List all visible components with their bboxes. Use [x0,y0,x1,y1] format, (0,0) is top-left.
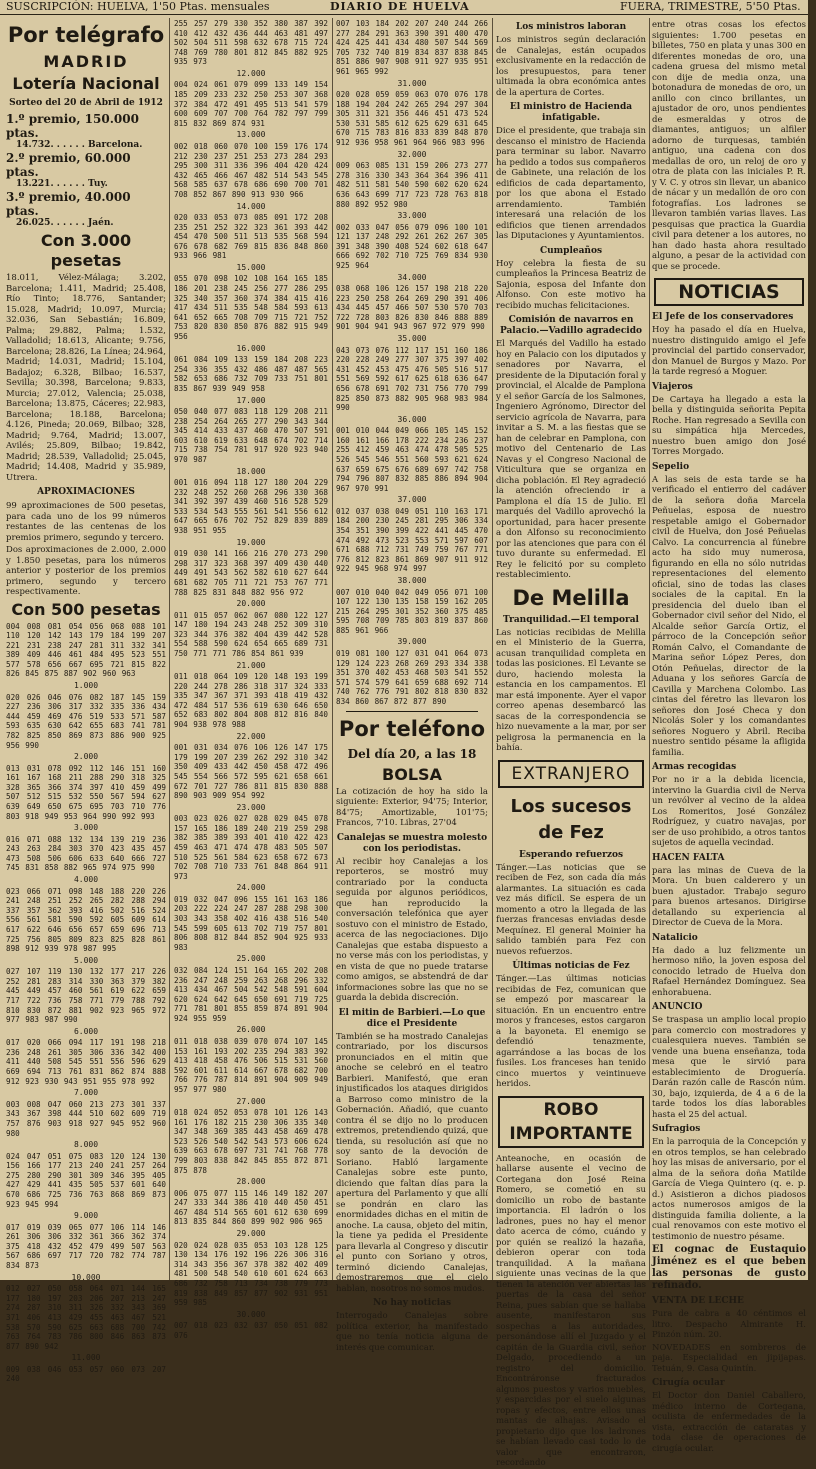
series-label: 26.000 [236,1025,266,1035]
lottery-heading: Lotería Nacional [12,74,160,93]
article-body: Las noticias recibidas de Melilla en el Ministerio de la Guerra, acusan tranquilidad completa en todas las posiciones. El Levante se duro, haciendo molesta la estancia en los campamentos. El mar está imponente. Ayer el vapor correo apenas desembarcó las sacas de la correspondencia se hizo nuevamente a la mar, por ser peligrosa la permanencia en la bahía. [496,627,646,753]
article-body: En la parroquia de la Concepción y en otros templos, se han celebrado hoy las misas de aniversario, por el alma de la señora doña Matilde García de Viega Quintero (q. e. p. d.) Asistieron a dichos piadosos actos numerosos amigos de la distinguida familia doliente, a la cual renovamos con este motivo el testimonio de nuestro pésame. [652,1137,806,1242]
number-block: 007 010 040 042 049 056 071 100 107 122 130 135 158 159 162 205 215 264 295 301 352 360 375 485 595 708 709 785 803 819 837 860 885 961 966 [336,587,488,635]
series-label: 8.000 [73,1140,99,1150]
series-label: 33.000 [397,211,427,221]
subscription-outside: FUERA, TRIMESTRE, 5'50 Ptas. [620,0,801,13]
prize-second-winner: 13.221. . . . . . Tuy. [16,179,108,189]
article-body: para las minas de Cueva de la Mora. Un buen calderero y un buen ajustador. Trabajo seguro para buenos artesanos. Dirigirse detallando su experiencia al Director de Cueva de la Mora. [652,865,806,928]
article-heading: Comisión de navarros en Palacio.—Vadillo agradecido [499,315,643,336]
section-title-robo: ROBO IMPORTANTE [498,1096,644,1148]
heading-500: Con 500 pesetas [11,599,161,619]
number-block: 019 081 100 127 031 041 064 073 129 124 223 268 269 293 334 338 351 370 402 453 468 503 541 552 571 574 579 641 659 688 692 714 740 762 776 791 802 818 830 832 834 860 867 872 877 890 [336,648,488,706]
newspaper-name: DIARIO DE HUELVA [330,0,470,13]
article-body: El Doctor don Daniel Caballero, médico interno de Cortegana, oculista de enfermedades de la vista, extracción de cataratas y toda clase de operaciones de cirugía ocular. [652,1391,806,1454]
series-label: 19.000 [236,537,266,547]
number-block: 001 010 044 049 066 105 145 152 160 161 166 178 222 234 236 237 255 412 459 463 474 478 505 525 526 545 546 551 560 593 621 624 637 659 675 676 689 697 742 758 794 796 807 832 885 886 894 904 967 970 991 [336,426,488,493]
number-block: 002 033 047 056 079 096 100 101 121 137 248 292 261 262 267 305 391 348 390 408 524 602 618 647 666 692 702 710 725 769 834 930 925 964 [336,222,488,270]
number-block: 004 024 061 079 099 133 149 154 185 209 233 232 250 253 307 368 372 384 472 491 495 513 541 579 600 609 707 700 764 782 797 799 815 832 869 874 931 [174,80,328,128]
series-label: 30.000 [236,1309,266,1319]
article-body: Pura de cabra a 40 céntimos el litro. Despacho Almirante H. Pinzón núm. 20. [652,1309,806,1340]
series-label: 1.000 [73,681,99,691]
number-block: 020 033 053 073 085 091 172 208 235 251 252 322 323 361 393 442 454 470 500 511 513 535 568 594 676 678 682 769 815 836 848 860 933 966 981 [174,213,328,261]
article-body: Se traspasa un amplio local propio para comercio con mostradores y cualesquiera nueves. También se vende una buena enseñanza, toda mesa que le sirvió para establecimiento de Droguería. Darán razón calle de Rascón núm. 30, bajo, izquierda, de 4 a 6 de la tarde todos los días laborables hasta el 25 del actual. [652,1015,806,1120]
series-label: 39.000 [397,637,427,647]
article-body: entre otras cosas los efectos siguientes: 1.700 pesetas en billetes, 750 en plata y unas 300 en diferentes monedas de oro, una cadena gruesa del mismo metal con dije de media onza, una botonadura de monedas de oro, un anillo con cinco brillantes, un ajustador de oro, unos pendientes de esmeraldas y otros de diamantes, antiguos; un alfiler adorno de turquesas, también antiguo, una cadena con dos medallas de oro, un reloj de oro y otra de plata con las iniciales P. R. y V. C. y otros sin llevar, un abanico de nácar y un medallón de oro con fotografías. Los ladrones se llevaron también varias llaves. Las pesquisas que practica la Guardia civil para detener a los autores, no han dado hasta ahora resultado alguno, a pesar de la actividad con que se procede. [652,20,806,272]
article-body: Por no ir a la debida licencia, intervino la Guardia civil de Nerva un revólver al vecino de la aldea Los Romeritos, José González Rodríguez, y cuatro navajas, por ser de uso prohibido, a otros tantos sujetos de aquella vecindad. [652,775,806,848]
series-label: 22.000 [236,731,266,741]
prize-first-winner: 14.732. . . . . . Barcelona. [16,140,143,150]
series-label: 9.000 [73,1211,99,1221]
series-label: 5.000 [73,955,99,965]
number-block: 012 027 050 058 064 071 144 165 177 180 197 203 206 207 213 247 274 287 310 311 326 332 343 369 371 406 413 429 455 463 467 521 538 570 590 625 663 688 700 742 763 764 783 786 800 846 863 873 877 890 942 [6,1284,166,1351]
column-2 [174,18,328,1340]
column-rule [492,18,493,1280]
section-title-telegrafo: Por telégrafo [7,23,165,47]
series-label: 16.000 [236,343,266,353]
approx-heading: APROXIMACIONES [37,487,135,497]
number-block: 017 020 066 094 117 191 198 218 236 248 261 305 306 336 342 400 411 440 508 545 551 556 596 629 669 694 713 761 831 862 874 888 912 923 930 943 951 955 978 992 [6,1038,166,1086]
dateline-madrid: MADRID [43,52,129,71]
series-label: 35.000 [397,334,427,344]
number-block: 020 026 046 076 082 187 145 159 227 236 306 317 332 335 336 434 444 459 469 476 519 533 571 587 593 635 630 642 655 683 741 781 782 825 850 869 873 886 900 925 956 990 [6,692,166,750]
article-body: Tánger.—Las últimas noticias recibidas de Fez, comunican que se empezó por mascarear la situación. En un encuentro entre moros y franceses, estos cargaron a la bayoneta. El enemigo se defendió tenazmente, agarrándose a las bocas de los fusiles. Los franceses han tenido cinco muertos y veintinueve heridos. [496,974,646,1089]
ad-cognac: El cognac de Eustaquio Jiménez es el que beben las personas de gusto refinado. [652,1244,806,1291]
number-block: 061 084 109 133 159 184 208 223 254 336 355 432 486 487 487 565 582 653 686 732 709 733 751 801 835 867 939 949 958 [174,355,328,393]
number-block: 020 024 028 035 053 103 128 125 130 134 176 192 196 226 306 316 314 343 356 367 378 382 402 409 481 500 548 540 610 601 624 663 686 732 758 713 734 738 779 773 819 838 849 857 877 902 931 951 959 985 [174,1240,328,1308]
series-label: 13.000 [236,130,266,140]
number-block: 011 015 057 062 067 080 122 127 147 180 194 243 248 252 309 310 323 344 376 382 404 439 442 528 554 588 590 624 654 665 689 731 750 771 771 786 854 861 939 [174,610,328,658]
series-label: 2.000 [73,752,99,762]
article-heading: Cumpleaños [539,245,603,256]
article-body: Hoy ha pasado el día en Huelva, nuestro distinguido amigo el Jefe provincial del partido conservador, don Manuel de Burgos y Mazo. Por la tarde regresó a Moguer. [652,325,806,377]
number-block: 012 037 038 049 051 110 163 171 184 200 230 245 281 295 306 334 354 351 390 399 422 441 445 470 474 492 473 523 553 571 597 607 671 688 712 731 749 759 767 771 776 812 823 861 869 907 911 912 922 945 968 974 997 [336,506,488,574]
number-block: 032 084 124 151 164 165 202 208 236 247 248 259 263 268 296 332 413 434 467 504 542 548 591 604 620 624 642 645 650 691 719 725 771 781 801 855 859 874 891 904 924 955 959 [174,965,328,1023]
article-body: Al recibir hoy Canalejas a los reporteros, se mostró muy contrariado por la conducta seguida por algunos periódicos, que han reproducido la conversación telefónica que ayer sostuvo con el ministro de Estado, acerca de las negociaciones. Dijo Canalejas que estaba dispuesto a no verse más con los periodistas, y en vista de que no puede tratarse como amigos, se abstendrá de dar informaciones sobre las que no se guarda la debida discreción. [336,856,488,1004]
ad-novedades: NOVEDADES en sombreros de paja. Especialidad en jipijapas. Tetuán, 9. Casa Quintín. [652,1342,806,1374]
series-label: 10.000 [71,1272,101,1282]
article-heading: Últimas noticias de Fez [512,961,630,971]
number-block: 027 107 119 130 132 177 217 226 252 281 283 314 330 363 379 382 445 449 457 460 561 619 622 659 717 722 736 758 771 779 788 792 810 830 872 881 902 923 965 972 977 983 987 990 [6,967,166,1025]
series-label: 11.000 [71,1353,101,1363]
fez-heading: Los sucesos de Fez [510,795,632,843]
article-body: Los ministros según declaración de Canalejas, están ocupados exclusivamente en la redacción de los presupuestos, para tener ultimada la obra económica antes de la apertura de Cortes. [496,35,646,98]
column-3 [336,18,488,1353]
divider [346,711,478,712]
series-label: 15.000 [236,262,266,272]
column-1 [6,18,166,1384]
number-block: 009 038 046 053 057 060 073 207 240 [6,1364,166,1384]
number-block: 055 070 098 102 108 164 165 185 186 201 238 245 256 277 286 295 325 340 357 360 374 384 415 416 417 434 511 535 548 584 593 613 641 652 665 708 709 715 721 752 753 820 830 850 876 882 915 949 956 [174,274,328,342]
column-rule [169,18,170,1280]
article-body: Tánger.—Las noticias que se reciben de Fez, son cada día más alarmantes. La situación es cada vez más difícil. Se espera de un momento a otro la llegada de las fuerzas francesas enviadas desde Mequínez. El general Moinier ha salido también para Fez con nuevos refuerzos. [496,862,646,957]
series-label: 23.000 [236,802,266,812]
article-body: El Marqués del Vadillo ha estado hoy en Palacio con los diputados y senadores por Navarra, el presidente de la Diputación foral y provincial, el Alcalde de Pamplona y el señor García de los Salmones, Ingeniero Agrónomo, Director del servicio agrícola de Navarra, para invitar a S. M. a las fiestas que se han de celebrar en Pamplona, con motivo del Centenario de Las Navas y el Congreso Nacional de Viticultura que se organiza en dicha población. El Rey agradeció la atención ofreciendo ir a Pamplona el día 15 de Julio. El marqués del Vadillo aprovechó la oportunidad, para hacer presente a don Alfonso su reconocimiento por las atenciones que para con él tuvo durante su enfermedad. El Rey le felicitó por su completo restablecimiento. [496,339,646,580]
article-heading: HACEN FALTA [652,852,725,863]
section-title-telefono: Por teléfono [338,716,486,741]
article-heading: Tranquilidad.—El temporal [503,614,639,625]
number-block: 050 040 077 083 118 129 208 211 238 254 264 265 277 290 343 344 345 414 433 437 460 470 507 591 603 610 619 633 648 674 702 714 715 738 754 781 917 920 923 940 970 987 [174,407,328,464]
list-3000: 18.011, Vélez-Málaga; 3.202, Barcelona; 1.411, Madrid; 25.408, Río Tinto; 18.776, Santander; 15.028, Madrid; 10.097, Murcia; 32.036, San Sebastián; 16.809, Palma; 29.882, Palma; 1.532, Valladolid; 18.613, Alicante; 9.756, Barcelona; 28.826, La Línea; 24.964, Madrid; 14.031, Madrid; 15.104, Badajoz; 6.328, Bilbao; 16.537, Sevilla; 30.398, Barcelona; 9.833, Murcia; 27.012, Valencia; 25.038, Barcelona; 13.875, Cáceres; 22.983, Barcelona; 18.188, Barcelona; 4.126, Pineda; 20.069, Bilbao; 328, Madrid; 9.764, Madrid; 13.007, Avilés; 25.809, Bilbao; 19.842, Madrid; 28.539, Valladolid; 25.045, Madrid; 14.408, Madrid y 35.989, Utrera. [6,273,166,483]
article-heading: Cirugía ocular [652,1378,725,1388]
prize-third: 3.º premio, 40.000 ptas. [6,190,131,218]
series-label: 7.000 [73,1088,99,1098]
article-body: Anteanoche, en ocasión de hallarse ausente el vecino de Cortegana don José Reina Romero, se cometió en su domicilio un robo de bastante importancia. El ladrón o los ladrones, pues no hay el menor dato acerca de cómo, cuándo y por quién se realizó la hazaña, debieron operar con toda tranquilidad. A la mañana siguiente unas vecinas de la que tienen la atención ver abiertas las puertas de la casa del señor Reina, pues sabían que se hallaba ausente, manifestaron sus sospechas a las autoridades, personándose allí el Juzgado y el capitán de la Guardia civil, señor Delgado, procediendo a un registro del domicilio. Encontráronse fracturados algunos puestos y varios muebles, y esparcidas por el suelo algunas ropas y efectos, entre ellos unas mantas de alhajas. Avisado el propietario dijo que los ladrones se habían llevado casi todo lo de valor que encontraron, recordando [496,1153,646,1468]
number-block: 043 073 076 112 117 151 160 186 220 228 249 277 307 375 397 402 431 452 453 475 476 505 516 517 551 569 592 617 625 618 636 647 656 678 691 702 731 756 770 799 825 850 873 882 905 968 983 984 990 [336,345,488,413]
series-label: 36.000 [397,414,427,424]
series-label: 18.000 [236,466,266,476]
draw-date: Sorteo del 20 de Abril de 1912 [9,98,163,108]
article-heading: El Jefe de los conservadores [652,312,794,322]
number-block: 019 032 047 096 155 161 163 186 203 222 224 247 287 288 298 300 303 343 358 402 416 438 516 540 545 599 605 613 702 719 757 801 806 808 812 844 852 904 925 933 983 [174,894,328,952]
number-block: 011 018 064 109 120 148 193 199 220 244 278 286 318 317 324 333 335 347 367 371 393 418 419 432 472 484 517 536 619 630 646 650 652 683 802 804 808 812 816 840 904 938 978 988 [174,672,328,730]
section-title-extranjero: EXTRANJERO [498,760,644,788]
number-block: 020 028 059 059 063 070 076 178 188 194 204 242 265 294 297 304 305 311 321 356 446 451 473 524 530 531 585 612 625 629 631 645 670 715 783 816 833 839 848 870 912 936 958 961 964 966 983 996 [336,90,488,148]
series-label: 32.000 [397,149,427,159]
series-label: 24.000 [236,883,266,893]
number-block: 001 016 094 118 127 180 204 229 232 248 252 260 268 296 330 368 341 392 397 439 460 516 528 529 533 534 543 555 561 541 556 612 647 665 676 702 752 829 839 889 938 951 955 [174,478,328,536]
number-block: 003 008 047 060 213 273 301 337 343 367 398 444 510 602 609 719 757 876 903 918 927 945 952 960 980 [6,1099,166,1138]
bolsa-text: La cotización de hoy ha sido la siguiente: Exterior, 94'75; Interior, 84'75; Amortizable, 101'75; Francos, 7'10. Libras, 27'04 [336,786,488,829]
column-rule [332,18,333,1280]
series-label: 34.000 [397,272,427,282]
prize-third-winner: 26.025. . . . . . Jaén. [16,218,114,228]
series-label: 12.000 [236,68,266,78]
article-heading: El mitin de Barbieri.—Lo que dice el Presidente [338,1007,486,1029]
heading-3000: Con 3.000 pesetas [40,231,132,270]
series-label: 27.000 [236,1096,266,1106]
number-block: 019 030 141 166 216 270 273 290 298 317 323 368 397 409 430 440 449 491 543 562 582 610 627 644 681 682 705 711 721 753 767 771 788 825 831 848 882 956 972 [174,549,328,597]
telefono-date: Del día 20, a las 18 [347,746,477,761]
number-block: 023 066 071 098 148 188 220 226 241 248 251 252 265 282 288 294 337 357 362 393 416 502 516 524 556 561 581 590 592 605 609 614 617 622 646 656 657 659 696 713 725 756 805 809 823 825 828 861 898 912 939 978 987 995 [6,886,166,954]
number-block: 006 075 077 115 146 149 182 207 247 333 344 386 410 440 450 451 467 484 514 565 601 612 630 699 813 835 844 860 899 902 906 965 [174,1188,328,1227]
number-block: 016 071 088 132 134 139 219 236 243 263 284 303 370 423 435 457 473 508 506 606 633 640 666 727 745 831 858 882 965 974 975 990 [6,834,166,873]
series-label: 25.000 [236,954,266,964]
number-block: 004 008 081 054 056 068 088 101 110 120 142 143 179 184 199 207 221 231 238 247 281 311 332 341 389 409 446 461 484 495 523 551 577 578 656 667 695 721 815 822 826 845 875 887 902 960 963 [6,621,166,679]
number-block: 013 031 078 092 112 146 151 160 161 167 168 211 288 290 318 325 328 365 366 374 397 410 459 499 507 512 515 532 550 567 594 627 639 649 650 675 695 703 710 776 803 918 949 953 964 990 992 993 [6,763,166,821]
article-heading: El ministro de Hacienda infatigable. [509,102,633,123]
series-label: 28.000 [236,1177,266,1187]
article-body: A las seis de esta tarde se ha verificado el entierro del cadáver de la señora doña Marcela Peñuelas, esposa de nuestro respetable amigo el Gobernador civil de Huelva, don José Peñuelas Calvo. La concurrencia al fúnebre acto ha sido muy numerosa, figurando en ella no sólo nutridas representaciones del elemento oficial, sino de todas las clases sociales de la capital. En la presidencia del duelo iban el Gobernador civil señor del Nido, el Alcalde señor García Ortiz, el párroco de la Concepción señor Román Calvo, el Comandante de Marina señor López Peres, don Otón Peñuelas, director de la Aduana y los señores García de Cavilla y Marchena Colombo. Las cintas del féretro las llevaron los señores don José Checa y don Nicolás Soler y los comandantes señores Noguero y Abril. Reciba nuestro sentido pésame la afligida familia. [652,474,806,758]
bolsa-heading: BOLSA [382,764,442,784]
article-heading: No hay noticias [372,1298,452,1309]
number-block: 002 018 060 070 100 159 176 174 212 230 237 251 253 273 284 293 295 300 311 336 396 404 420 424 432 465 466 467 482 514 543 545 568 585 637 678 686 690 700 701 708 852 867 890 913 930 966 [174,141,328,199]
series-label: 29.000 [236,1229,266,1239]
article-heading: Esperando refuerzos [518,849,624,860]
number-block: 003 023 026 027 028 029 045 078 157 165 186 189 240 219 259 298 382 385 389 393 401 410 422 423 459 463 471 474 478 483 505 507 510 525 561 584 623 658 672 673 702 708 710 733 761 848 864 911 973 [174,814,328,881]
article-body: Interrogado Canalejas sobre política exterior, ha manifestado que no tenía noticia alguna de interés que comunicar. [336,1311,488,1353]
article-body: Hoy celebra la fiesta de su cumpleaños la Princesa Beatriz de Sajonia, esposa del Infante don Alfonso. Con este motivo ha recibido muchas felicitaciones. [496,258,646,311]
series-label: 31.000 [397,78,427,88]
article-heading: Viajeros [652,381,693,392]
approx-text: 99 aproximaciones de 500 pesetas, para cada uno de los 99 números restantes de las centenas de los premios primero, segundo y tercero. [6,501,166,543]
series-label: 20.000 [236,599,266,609]
number-block: 007 103 184 202 207 240 244 266 277 284 291 363 390 391 400 470 424 425 441 434 480 507 544 569 705 732 740 819 834 837 838 845 851 886 907 908 911 927 935 951 961 965 992 [336,19,488,76]
number-block: 007 018 023 032 037 050 051 082 076 [174,1321,328,1340]
number-block: 011 018 038 039 070 074 107 145 153 161 193 202 235 294 383 392 413 418 458 476 506 515 531 560 592 601 611 614 667 678 682 700 766 776 787 814 891 904 909 949 957 977 980 [174,1036,328,1094]
series-label: 37.000 [397,495,427,505]
article-heading: ANUNCIO [652,1002,703,1012]
number-block: 017 019 039 065 077 106 114 146 261 306 306 332 361 366 362 374 375 418 432 452 479 499 507 563 567 686 697 717 720 782 774 787 834 873 [6,1222,166,1271]
number-block: 255 257 279 330 352 380 387 392 410 412 432 436 444 463 481 497 502 504 511 598 632 678 715 724 748 769 780 801 812 845 882 925 935 973 [174,19,328,67]
article-heading: Natalicio [652,932,698,943]
column-5 [652,18,806,1454]
column-4 [496,18,646,1468]
number-block: 018 024 052 053 078 101 126 143 161 176 182 215 230 306 335 340 347 348 369 385 443 458 469 478 523 526 540 542 543 573 606 624 639 663 678 697 731 741 768 778 799 803 838 842 845 855 872 871 875 878 [174,1108,328,1175]
series-label: 38.000 [397,576,427,585]
number-block: 024 047 051 075 083 120 124 130 156 166 177 213 240 241 257 264 275 280 290 301 309 346 395 405 427 429 441 435 505 537 601 640 670 686 725 736 763 868 869 873 923 945 994 [6,1151,166,1209]
series-label: 4.000 [73,875,99,885]
article-heading: Los ministros laboran [515,22,627,32]
prize-second: 2.º premio, 60.000 ptas. [6,151,131,179]
series-label: 14.000 [236,201,266,211]
article-body: También se ha mostrado Canalejas contrariado, por los discursos pronunciados en el mitin que anoche se celebró en el teatro Barbieri. Manifestó, que eran injustificados los ataques dirigidos a Barroso como ministro de la Gobernación. Añadió, que cuanto contra él se dijo no lo producen extremos, pretendiendo quizá, que tienda, su resolución así que no soy santo de la devoción de Soriano. Habló largamente Canalejas sobre este punto, diciendo que faltan días para la apertura del Parlamento y que allí se pondrán en claro las enormidades dichas en el mitin de anoche. La causa, objeto del mitin, la tiene ya pedida el Presidente para llevarla al Congreso y discutir el punto con Soriano y otros, terminó diciendo Canalejas, demostraremos que el cielo hablan, nosotros no somos mudos. [336,1031,488,1294]
number-block: 001 031 034 076 106 126 147 175 179 199 207 239 262 292 310 342 350 409 433 442 450 458 472 496 545 554 566 572 595 621 658 661 672 701 727 786 811 815 830 888 890 903 909 954 992 [174,743,328,801]
number-block: 038 068 106 126 157 198 218 220 223 250 258 264 269 290 391 406 434 445 457 466 507 530 570 703 722 728 803 826 830 846 888 889 901 904 941 943 967 972 979 990 [336,284,488,332]
article-heading: Sepelio [652,461,690,472]
section-title-noticias: NOTICIAS [654,278,804,306]
masthead [0,0,808,15]
article-body: Ha dado a luz felizmente un hermoso niño, la joven esposa del conocido letrado de Huelva don Rafael Hernández Domínguez. Sea enhorabuena. [652,945,806,998]
prize-first: 1.º premio, 150.000 ptas. [6,112,139,140]
column-rule [649,18,650,1280]
article-heading: VENTA DE LECHE [652,1296,744,1306]
article-heading: Armas recogidas [652,762,737,772]
series-label: 6.000 [73,1026,99,1036]
subscription-local: SUSCRIPCIÓN: HUELVA, 1'50 Ptas. mensuales [6,0,270,13]
series-label: 3.000 [73,823,99,833]
article-body: Dice el presidente, que trabaja sin descanso el ministro de Hacienda para terminar su labor. Navarro ha pedido a todos sus compañeros de Gabinete, una relación de los edificios de cada departamento, por los que abona el Estado arrendamiento. También interesará una relación de los edificios que tienen arrendados las Diputaciones y Ayuntamientos. [496,126,646,241]
article-heading: Canalejas se muestra molesto con los periodistas. [336,832,488,854]
section-title-melilla: De Melilla [512,585,630,610]
series-label: 21.000 [236,660,266,670]
number-block: 009 063 085 131 159 206 273 277 278 316 330 343 364 364 396 411 482 511 581 540 590 602 620 624 636 643 699 717 723 728 763 818 880 892 952 980 [336,161,488,209]
series-label: 17.000 [236,395,266,405]
article-body: De Cartaya ha llegado a esta la bella y distinguida señorita Pepita Roche. Han regresado a Sevilla con su simpática hija Mercedes, nuestro buen amigo don José Torres Morgado. [652,394,806,457]
article-heading: Sufragios [652,1124,701,1134]
approx-text-2: Dos aproximaciones de 2.000, 2.000 y 1.850 pesetas, para los números anterior y posterior de los premios primero, segundo y tercero respectivamente. [6,545,166,597]
